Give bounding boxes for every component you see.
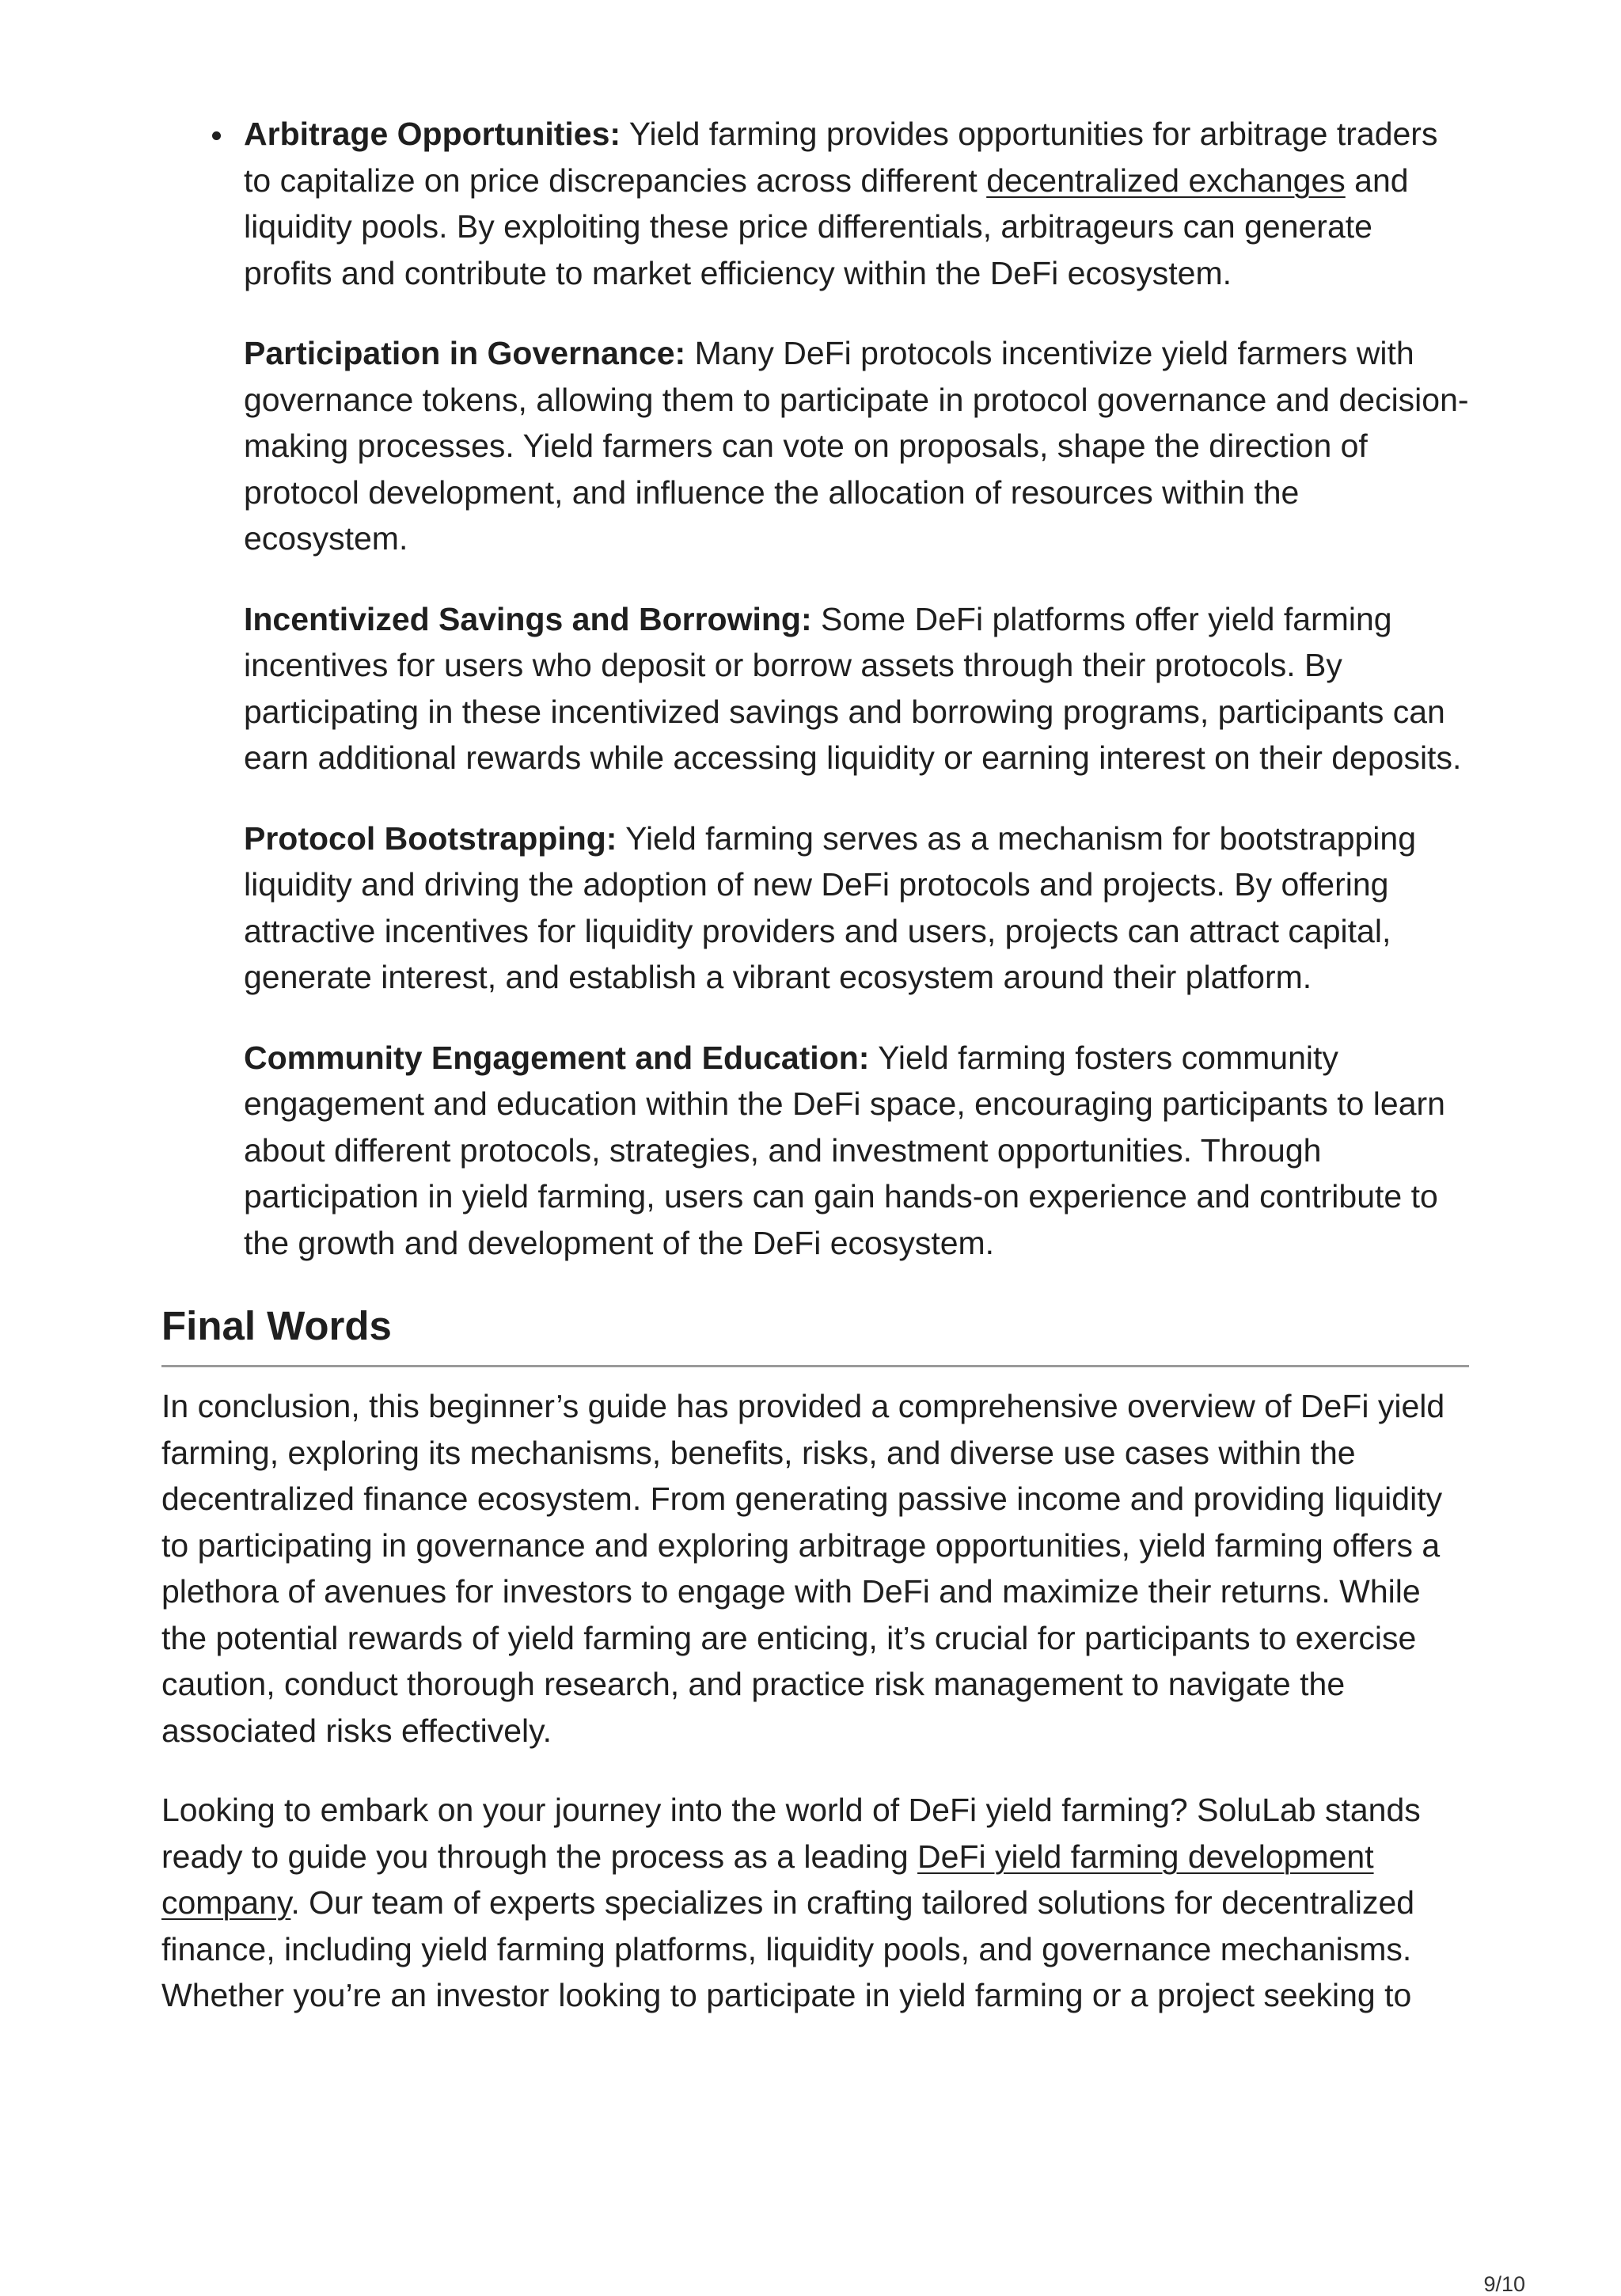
bullet-title: Incentivized Savings and Borrowing: [244, 600, 812, 637]
bullet-text: and liquidity pools. By exploiting these price differentials, arbitrageurs can generate profits and contribute to market efficiency within the DeFi ecosystem. [244, 162, 1409, 291]
bullet-title: Participation in Governance: [244, 335, 686, 371]
bullet-text: Yield farming serves as a mechanism for bootstrapping liquidity and driving the adoption of new DeFi protocols and projects. By offering attractive incentives for liquidity providers and users, projects can attract capital, generate interest, and establish a vibrant ecosystem around their platform. [244, 819, 1417, 995]
conclusion-paragraph: In conclusion, this beginner’s guide has provided a comprehensive overview of DeFi yield farming, exploring its mechanisms, benefits, risks, and diverse use cases within the decentralized finance ecosystem. From generating passive income and providing liquidity to participating in governance and exploring arbitrage opportunities, yield farming offers a plethora of avenues for investors to engage with DeFi and maximize their returns. While the potential rewards of yield farming are enticing, it’s crucial for participants to exercise caution, conduct thorough research, and practice risk management to navigate the associated risks effectively. [161, 1388, 1445, 1749]
list-item-governance [161, 330, 1469, 562]
bullet-title: Protocol Bootstrapping: [244, 819, 617, 857]
article-content [161, 111, 1469, 2019]
list-item-arbitrage [161, 111, 1469, 296]
bullet-text: Yield farming provides opportunities for arbitrage traders to capitalize on price discrepancies across different [244, 116, 1438, 199]
page-number: 9/10 [1483, 2272, 1525, 2296]
use-case-list [161, 111, 1469, 1266]
list-item-community [161, 1035, 1469, 1267]
defi-yield-farming-company-link[interactable]: DeFi yield farming development company [161, 1838, 1374, 1921]
decentralized-exchanges-link[interactable]: decentralized exchanges [986, 162, 1346, 199]
list-item-bootstrapping [161, 815, 1469, 1001]
bullet-title: Arbitrage Opportunities: [244, 116, 621, 152]
bullet-text: Some DeFi platforms offer yield farming incentives for users who deposit or borrow assets through their protocols. By participating in these incentivized savings and borrowing programs, participants can earn additional rewards while accessing liquidity or earning interest on their deposits. [244, 600, 1462, 776]
paragraph-text: . Our team of experts specializes in crafting tailored solutions for decentralized finance, including yield farming platforms, liquidity pools, and governance mechanisms. Whether you’re an investor looking to participate in yield farming or a project seeking to [161, 1884, 1415, 2013]
cta-paragraph [161, 1787, 1469, 2019]
bullet-text: Yield farming fosters community engagement and education within the DeFi space, encouraging participants to learn about different protocols, strategies, and investment opportunities. Through participation in yield farming, users can gain hands-on experience and contribute to the growth and development of the DeFi ecosystem. [244, 1039, 1445, 1261]
section-heading-final-words: Final Words [161, 1300, 1469, 1367]
paragraph-text: Looking to embark on your journey into the world of DeFi yield farming? SoluLab stands ready to guide you through the process as a leading [161, 1792, 1421, 1875]
list-item-savings-borrowing [161, 596, 1469, 781]
bullet-title: Community Engagement and Education: [244, 1039, 870, 1076]
bullet-text: Many DeFi protocols incentivize yield farmers with governance tokens, allowing them to participate in protocol governance and decision-making processes. Yield farmers can vote on proposals, shape the direction of protocol development, and influence the allocation of resources within the ecosystem. [244, 335, 1469, 557]
